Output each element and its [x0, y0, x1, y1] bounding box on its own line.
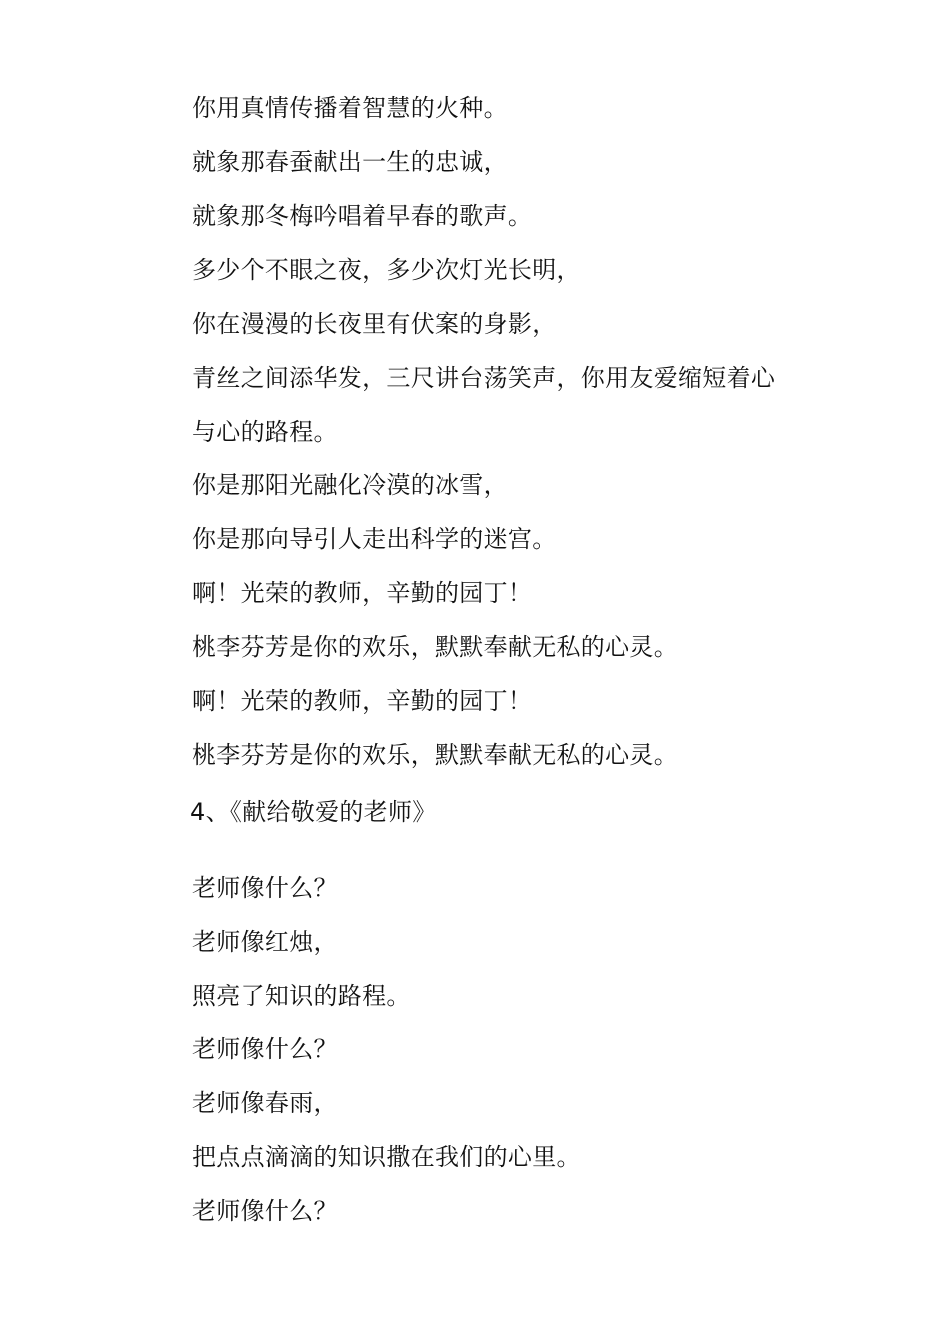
poem-line: 就象那春蚕献出一生的忠诚， [192, 148, 508, 176]
poem-line: 与心的路程。 [192, 418, 338, 446]
poem-line: 老师像红烛， [192, 928, 338, 956]
poem-line: 桃李芬芳是你的欢乐，默默奉献无私的心灵。 [192, 633, 678, 661]
poem-line: 照亮了知识的路程。 [192, 982, 411, 1010]
poem-line: 就象那冬梅吟唱着早春的歌声。 [192, 202, 533, 230]
poem-line: 老师像什么？ [192, 874, 338, 902]
poem-line: 桃李芬芳是你的欢乐，默默奉献无私的心灵。 [192, 741, 678, 769]
poem-line: 把点点滴滴的知识撒在我们的心里。 [192, 1143, 581, 1171]
section-heading: 4、《献给敬爱的老师》 [190, 798, 437, 826]
poem-line: 你是那向导引人走出科学的迷宫。 [192, 525, 557, 553]
poem-line: 老师像什么？ [192, 1035, 338, 1063]
poem-line: 多少个不眼之夜，多少次灯光长明， [192, 256, 581, 284]
poem-line: 啊！光荣的教师，辛勤的园丁！ [192, 687, 533, 715]
poem-line: 老师像什么？ [192, 1197, 338, 1225]
poem-line: 老师像春雨， [192, 1089, 338, 1117]
poem-line: 啊！光荣的教师，辛勤的园丁！ [192, 579, 533, 607]
poem-line: 你在漫漫的长夜里有伏案的身影， [192, 310, 557, 338]
poem-line: 青丝之间添华发，三尺讲台荡笑声，你用友爱缩短着心 [192, 364, 776, 392]
poem-line: 你是那阳光融化冷漠的冰雪， [192, 471, 508, 499]
poem-line: 你用真情传播着智慧的火种。 [192, 94, 508, 122]
